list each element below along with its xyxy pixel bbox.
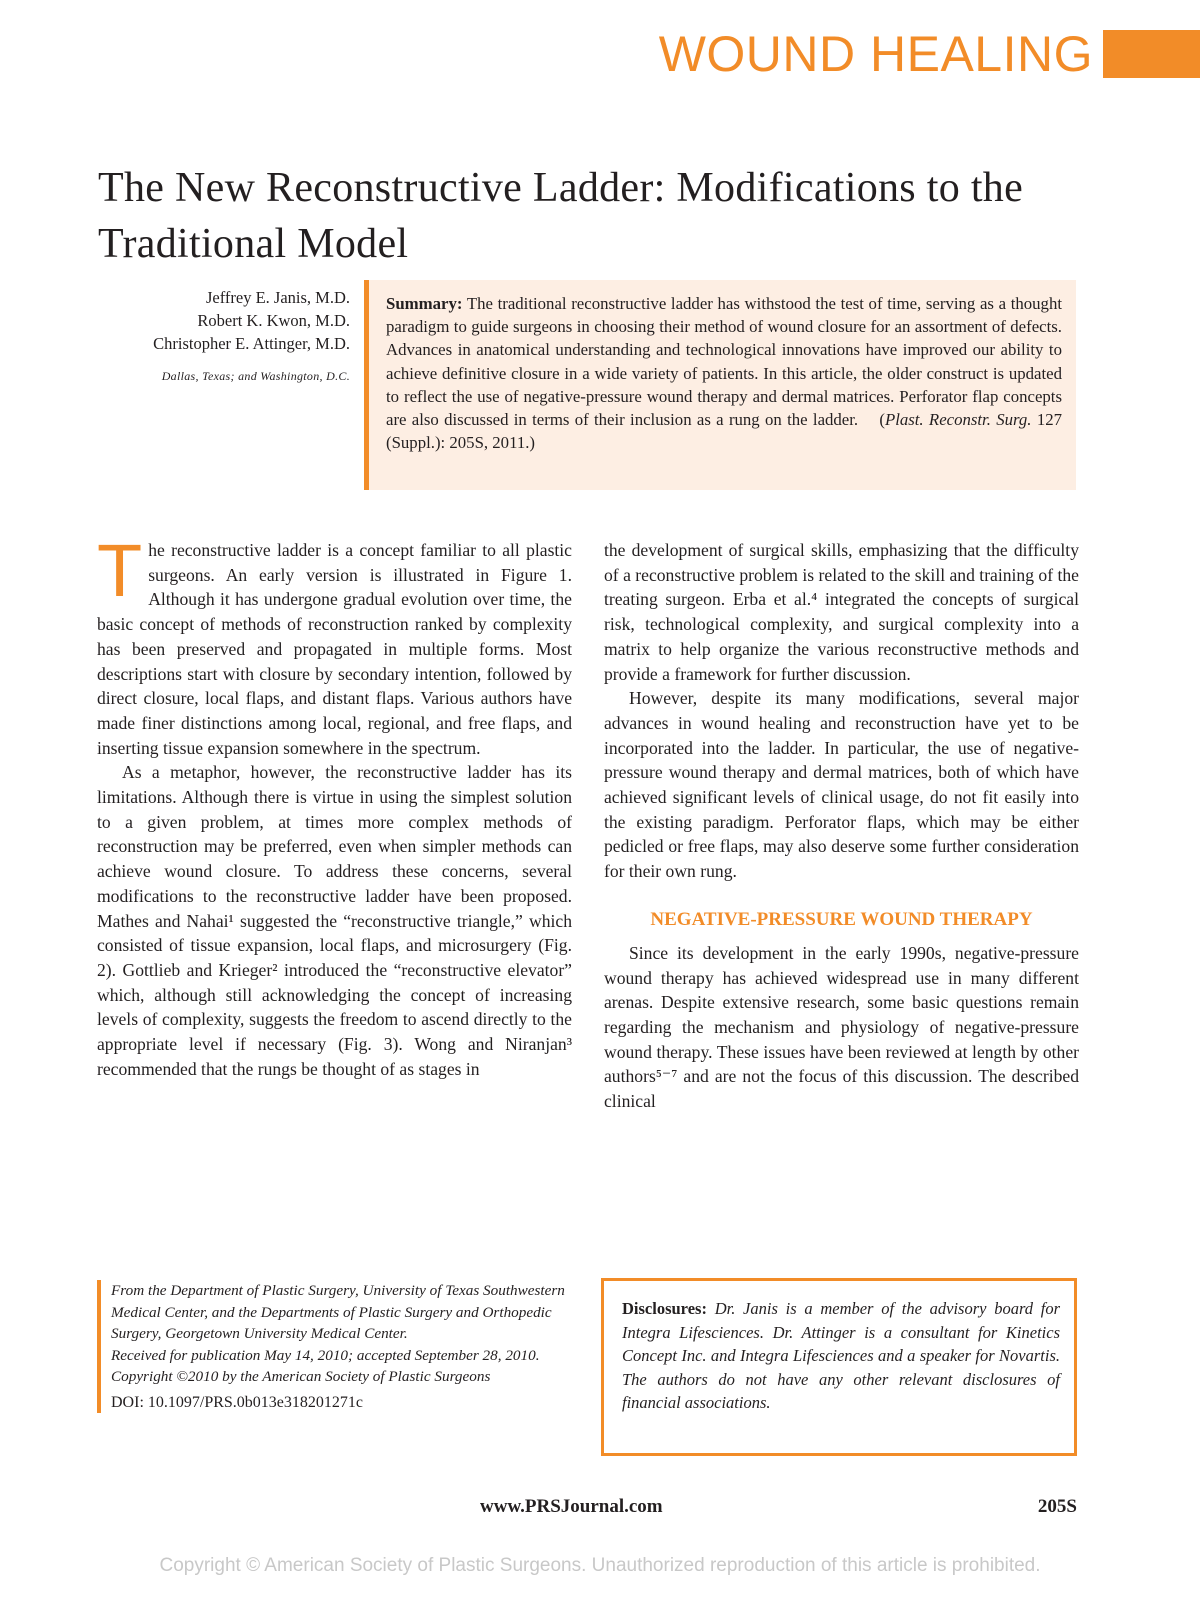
body-paragraph: the development of surgical skills, emphasizing that the difficulty of a reconstructive problem is related to the skill and training of the treating surgeon. Erba et al.⁴ integrated the concepts of surgical risk, technological complexity, and surgical complexity into a matrix to help organize the various reconstructive methods and provide a framework for further discussion. xyxy=(604,540,1079,684)
author-name: Jeffrey E. Janis, M.D. xyxy=(205,288,350,307)
drop-cap: T xyxy=(97,529,143,612)
body-paragraph-text: he reconstructive ladder is a concept familiar to all plastic surgeons. An early version is illustrated in Figure 1. Although it has undergone gradual evolution over time, the basic concept of methods of reconstruction ranked by complexity has been preserved and propagated in multiple forms. Most descriptions start with closure by secondary intention, followed by direct closure, local flaps, and distant flaps. Various authors have made finer distinctions among local, regional, and free flaps, and inserting tissue expansion somewhere in the spectrum. xyxy=(97,540,572,758)
section-label: WOUND HEALING xyxy=(658,26,1093,82)
article-title: The New Reconstructive Ladder: Modifications to the Traditional Model xyxy=(98,165,1024,267)
section-subheading: NEGATIVE-PRESSURE WOUND THERAPY xyxy=(650,908,1033,930)
body-paragraph: However, despite its many modifications, several major advances in wound healing and reconstruction have yet to be incorporated into the ladder. In particular, the use of negative-pressure wound therapy and dermal matrices, both of which have achieved significant levels of clinical usage, do not fit easily into the existing paradigm. Perforator flaps, which may be either pedicled or free flaps, may also deserve some further consideration for their own rung. xyxy=(604,688,1079,882)
copyright-line: Copyright ©2010 by the American Society of Plastic Surgeons xyxy=(111,1368,491,1385)
section-header xyxy=(659,28,1200,80)
affiliation-text: From the Department of Plastic Surgery, University of Texas Southwestern Medical Center, and the Departments of Plastic Surgery and Orthopedic Surgery, Georgetown University Medical Center. xyxy=(111,1282,565,1342)
disclosures-text: Dr. Janis is a member of the advisory board for Integra Lifesciences. Dr. Attinger is a consultant for Kinetics Concept Inc. and Integra Lifesciences and a speaker for Novartis. The authors do not have any other relevant disclosures of financial associations. xyxy=(622,1299,1061,1412)
copyright-notice: Copyright © American Society of Plastic Surgeons. Unauthorized reproduction of this article is prohibited. xyxy=(159,1555,1041,1576)
affiliation-footnote xyxy=(97,1280,572,1413)
body-column-right xyxy=(604,538,1079,1114)
summary-text: The traditional reconstructive ladder has withstood the test of time, serving as a thought paradigm to guide surgeons in choosing their method of wound closure for an assortment of defects. Advances in anatomical understanding and technological innovations have improved our ability to achieve definitive closure in a wide variety of patients. In this article, the older construct is updated to reflect the use of negative-pressure wound therapy and dermal matrices. Perforator flap concepts are also discussed in terms of their inclusion as a rung on the ladder. xyxy=(386,294,1062,430)
summary-citation-open: ( xyxy=(879,410,885,430)
summary-citation-journal: Plast. Reconstr. Surg. xyxy=(884,410,1032,430)
disclosures-label: Disclosures: xyxy=(622,1299,707,1318)
body-paragraph: As a metaphor, however, the reconstructive ladder has its limitations. Although there is virtue in using the simplest solution to a given problem, at times more complex methods of reconstruction may be preferred, even when simpler methods can achieve wound closure. To address these concerns, several modifications to the reconstructive ladder have been proposed. Mathes and Nahai¹ suggested the “reconstructive triangle,” which consisted of tissue expansion, local flaps, and microsurgery (Fig. 2). Gottlieb and Krieger² introduced the “reconstructive elevator” which, although still acknowledging the concept of increasing levels of complexity, suggests the freedom to ascend directly to the appropriate level if necessary (Fig. 3). Wong and Niranjan³ recommended that the rungs be thought of as stages in xyxy=(97,762,572,1079)
body-paragraph xyxy=(97,529,572,760)
disclosures-box xyxy=(601,1278,1077,1456)
author-name: Christopher E. Attinger, M.D. xyxy=(153,334,350,353)
summary-label: Summary: xyxy=(386,294,463,313)
section-header-bar xyxy=(1103,30,1200,78)
summary-citation-details: 127 (Suppl.): 205S, 2011.) xyxy=(386,410,1062,453)
body-column-left xyxy=(97,529,572,1081)
journal-url: www.PRSJournal.com xyxy=(480,1496,663,1517)
doi-text: DOI: 10.1097/PRS.0b013e318201271c xyxy=(111,1393,363,1411)
author-list xyxy=(100,286,350,388)
received-dates: Received for publication May 14, 2010; accepted September 28, 2010. xyxy=(111,1346,540,1364)
author-name: Robert K. Kwon, M.D. xyxy=(197,311,350,330)
summary-box xyxy=(364,280,1076,490)
author-location: Dallas, Texas; and Washington, D.C. xyxy=(161,369,350,383)
page-number: 205S xyxy=(1037,1496,1077,1517)
body-paragraph: Since its development in the early 1990s, negative-pressure wound therapy has achieved widespread use in many different arenas. Despite extensive research, some basic questions remain regarding the mechanism and physiology of negative-pressure wound therapy. These issues have been reviewed at length by other authors⁵⁻⁷ and are not the focus of this discussion. The described clinical xyxy=(604,942,1079,1112)
